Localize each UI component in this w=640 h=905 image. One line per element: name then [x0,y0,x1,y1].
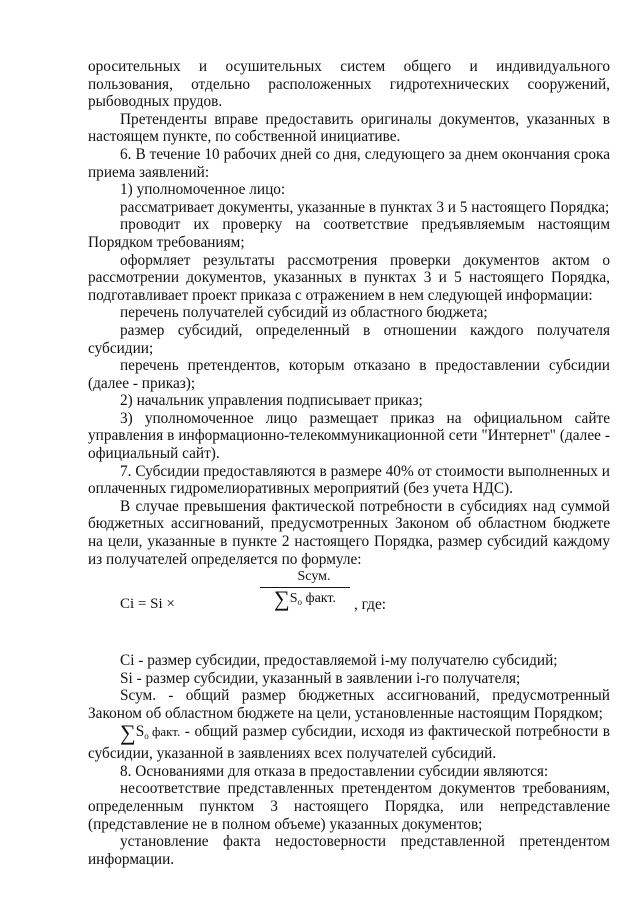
paragraph-item-7: 7. Субсидии предоставляются в размере 40% от стоимости выполненных и оплаченных гидромелиоративных мероприятий (без учета НДС). [88,462,610,498]
paragraph-item-8: 8. Основаниями для отказа в предоставлении субсидии являются: [120,762,549,780]
paragraph: Претенденты вправе предоставить оригиналы документов, указанных в настоящем пункте, по собственной инициативе. [88,110,610,146]
subsidy-formula [88,568,610,652]
formula-fraction [260,568,350,611]
definition: Si - размер субсидии, указанный в заявлении i-го получателя; [120,669,521,687]
definition: Sсум. - общий размер бюджетных ассигнований, предусмотренный Законом об областном бюджете на цели, установленные настоящим Порядком; [88,687,610,722]
paragraph: установление факта недостоверности представленной претендентом информации. [88,833,610,868]
sum-symbol: ∑ [274,586,290,612]
paragraph: перечень претендентов, которым отказано в предоставлении субсидии (далее - приказ); [88,357,610,392]
definition: Ci - размер субсидии, предоставляемой i-му получателю субсидий; [120,652,558,670]
sum-symbol: ∑ [120,719,136,745]
paragraph: перечень получателей субсидий из областного бюджета; [120,304,488,322]
sum-expression: $\sum S_o$ факт. [120,719,181,745]
paragraph: В случае превышения фактической потребности в субсидиях над суммой бюджетных ассигнований, предусмотренных Законом об областном бюджете на цели, указанные в пункте 2 настоящего Порядка, размер субсидий каждому из получателей определяется по формуле: [88,497,610,568]
formula-numerator: Sсум. [297,569,331,585]
paragraph: оросительных и осушительных систем общего и индивидуального пользования, отдельно расположенных гидротехнических сооружений, рыбоводных прудов. [88,58,610,111]
paragraph: 2) начальник управления подписывает приказ; [120,392,423,410]
formula-lhs: Ci = Si × [120,596,175,613]
paragraph: 3) уполномоченное лицо размещает приказ на официальном сайте управления в информационно-телекоммуникационной сети "Интернет" (далее - официальный сайт). [88,409,610,463]
paragraph: несоответствие представленных претендентом документов требованиям, определенным пунктом 3 настоящего Порядка, или непредставление (представление не в полном объеме) указанных документов; [88,780,610,833]
formula-tail: , где: [354,596,386,614]
paragraph: проводит их проверку на соответствие предъявляемым настоящим Порядком требованиям; [88,216,610,251]
paragraph: оформляет результаты рассмотрения проверки документов актом о рассмотрении документов, указанных в пунктах 3 и 5 настоящего Порядка, подготавливает проект приказа с отражением в нем следующей информации: [88,251,610,304]
document-page [88,58,610,868]
formula-denominator: $\sum S_o$ факт. [274,586,336,612]
definition-sum: $\sum S_o$ факт. - общий размер субсидии, исходя из фактической потребности в субсидии, указанной в заявлениях всех получателей субсидий. [88,719,610,763]
paragraph: рассматривает документы, указанные в пунктах 3 и 5 настоящего Порядка; [120,198,610,216]
paragraph: 1) уполномоченное лицо: [120,181,286,199]
paragraph-item-6: 6. В течение 10 рабочих дней со дня, следующего за днем окончания срока приема заявлений: [88,145,610,181]
paragraph: размер субсидий, определенный в отношении каждого получателя субсидии; [88,321,610,357]
